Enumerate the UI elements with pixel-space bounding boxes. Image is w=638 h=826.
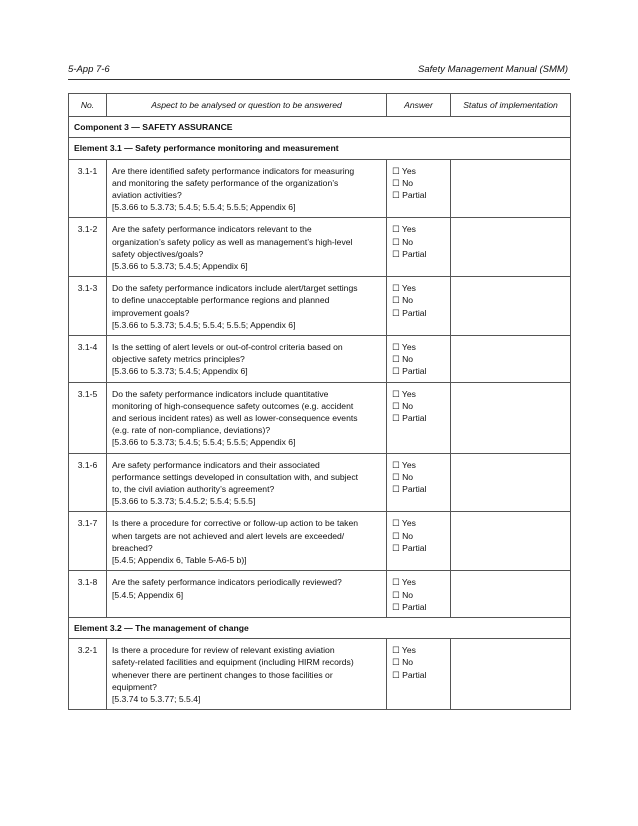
answer-cell xyxy=(387,571,451,618)
answer-cell xyxy=(387,218,451,277)
table-row xyxy=(69,218,571,277)
answer-cell xyxy=(387,639,451,710)
answer-partial-checkbox[interactable]: ☐ Partial xyxy=(392,669,427,680)
question-cell xyxy=(107,453,387,512)
col-header-status: Status of implementation xyxy=(451,94,571,117)
question-cell xyxy=(107,571,387,618)
item-number: 3.1-4 xyxy=(69,336,107,383)
question-line: [5.3.66 to 5.3.73; 5.4.5; Appendix 6] xyxy=(112,261,248,272)
question-line: [5.3.66 to 5.3.73; 5.4.5.2; 5.5.4; 5.5.5] xyxy=(112,496,256,507)
page-number: 5-App 7-6 xyxy=(68,64,110,75)
answer-cell xyxy=(387,336,451,383)
section-row xyxy=(69,117,571,138)
question-cell xyxy=(107,382,387,453)
answer-cell xyxy=(387,382,451,453)
question-cell xyxy=(107,218,387,277)
question-line: Is there a procedure for corrective or follow-up action to be taken xyxy=(112,518,359,529)
table-row xyxy=(69,512,571,571)
answer-yes-checkbox[interactable]: ☐ Yes xyxy=(392,645,416,656)
answer-cell xyxy=(387,512,451,571)
question-line: [5.4.5; Appendix 6] xyxy=(112,589,184,600)
question-line: [5.3.66 to 5.3.73; 5.4.5; 5.5.4; 5.5.5; Appendix 6] xyxy=(112,319,296,330)
item-number: 3.1-5 xyxy=(69,382,107,453)
section-row xyxy=(69,617,571,638)
answer-yes-checkbox[interactable]: ☐ Yes xyxy=(392,459,416,470)
answer-yes-checkbox[interactable]: ☐ Yes xyxy=(392,388,416,399)
question-line: breached? xyxy=(112,542,153,553)
answer-cell xyxy=(387,159,451,218)
question-line: aviation activities? xyxy=(112,190,182,201)
answer-partial-checkbox[interactable]: ☐ Partial xyxy=(392,190,427,201)
question-line: equipment? xyxy=(112,681,157,692)
answer-no-checkbox[interactable]: ☐ No xyxy=(392,589,414,600)
answer-no-checkbox[interactable]: ☐ No xyxy=(392,236,414,247)
question-line: performance settings developed in consultation with, and subject xyxy=(112,471,359,482)
answer-partial-checkbox[interactable]: ☐ Partial xyxy=(392,484,427,495)
answer-partial-checkbox[interactable]: ☐ Partial xyxy=(392,601,427,612)
item-number: 3.1-3 xyxy=(69,277,107,336)
answer-yes-checkbox[interactable]: ☐ Yes xyxy=(392,165,416,176)
question-line: and monitoring the safety performance of the organization’s xyxy=(112,177,339,188)
section-heading: Element 3.1 — Safety performance monitoring and measurement xyxy=(69,138,571,159)
question-line: Are the safety performance indicators relevant to the xyxy=(112,224,312,235)
answer-cell xyxy=(387,453,451,512)
table-row xyxy=(69,453,571,512)
answer-no-checkbox[interactable]: ☐ No xyxy=(392,295,414,306)
table-row xyxy=(69,159,571,218)
question-cell xyxy=(107,336,387,383)
table-row xyxy=(69,639,571,710)
table-header-row xyxy=(69,94,571,117)
question-line: Do the safety performance indicators include alert/target settings xyxy=(112,283,358,294)
question-cell xyxy=(107,277,387,336)
question-line: organization’s safety policy as well as management’s high-level xyxy=(112,236,353,247)
table-body xyxy=(69,117,571,710)
question-cell xyxy=(107,639,387,710)
question-line: Are there identified safety performance indicators for measuring xyxy=(112,165,355,176)
question-cell xyxy=(107,512,387,571)
status-cell[interactable] xyxy=(451,453,571,512)
answer-yes-checkbox[interactable]: ☐ Yes xyxy=(392,342,416,353)
answer-partial-checkbox[interactable]: ☐ Partial xyxy=(392,542,427,553)
col-header-answer: Answer xyxy=(387,94,451,117)
question-line: to, the civil aviation authority’s agreement? xyxy=(112,484,275,495)
question-line: [5.3.66 to 5.3.73; 5.4.5; 5.5.4; 5.5.5; Appendix 6] xyxy=(112,202,296,213)
question-line: Are safety performance indicators and their associated xyxy=(112,459,320,470)
answer-no-checkbox[interactable]: ☐ No xyxy=(392,400,414,411)
question-line: Is the setting of alert levels or out-of-control criteria based on xyxy=(112,342,343,353)
status-cell[interactable] xyxy=(451,336,571,383)
section-heading: Component 3 — SAFETY ASSURANCE xyxy=(69,117,571,138)
item-number: 3.1-1 xyxy=(69,159,107,218)
status-cell[interactable] xyxy=(451,277,571,336)
table-row xyxy=(69,336,571,383)
answer-cell xyxy=(387,277,451,336)
status-cell[interactable] xyxy=(451,639,571,710)
answer-no-checkbox[interactable]: ☐ No xyxy=(392,471,414,482)
question-line: objective safety metrics principles? xyxy=(112,354,245,365)
question-line: safety objectives/goals? xyxy=(112,248,204,259)
question-line: [5.3.66 to 5.3.73; 5.4.5; 5.5.4; 5.5.5; Appendix 6] xyxy=(112,437,296,448)
table-row xyxy=(69,571,571,618)
section-row xyxy=(69,138,571,159)
answer-yes-checkbox[interactable]: ☐ Yes xyxy=(392,283,416,294)
question-line: (e.g. rate of non-compliance, deviations)? xyxy=(112,425,271,436)
question-line: Is there a procedure for review of relevant existing aviation xyxy=(112,645,335,656)
header-rule xyxy=(68,79,570,80)
question-line: Do the safety performance indicators include quantitative xyxy=(112,388,329,399)
question-line: safety-related facilities and equipment (including HIRM records) xyxy=(112,657,354,668)
question-line: [5.4.5; Appendix 6, Table 5-A6-5 b)] xyxy=(112,555,247,566)
question-line: monitoring of high-consequence safety outcomes (e.g. accident xyxy=(112,400,354,411)
table-row xyxy=(69,277,571,336)
section-heading: Element 3.2 — The management of change xyxy=(69,617,571,638)
question-line: improvement goals? xyxy=(112,307,190,318)
status-cell[interactable] xyxy=(451,512,571,571)
answer-partial-checkbox[interactable]: ☐ Partial xyxy=(392,366,427,377)
answer-partial-checkbox[interactable]: ☐ Partial xyxy=(392,307,427,318)
question-line: to define unacceptable performance regions and planned xyxy=(112,295,330,306)
question-line: when targets are not achieved and alert levels are exceeded/ xyxy=(112,530,345,541)
answer-partial-checkbox[interactable]: ☐ Partial xyxy=(392,248,427,259)
item-number: 3.1-2 xyxy=(69,218,107,277)
status-cell[interactable] xyxy=(451,571,571,618)
answer-no-checkbox[interactable]: ☐ No xyxy=(392,354,414,365)
table-row xyxy=(69,382,571,453)
answer-yes-checkbox[interactable]: ☐ Yes xyxy=(392,577,416,588)
answer-no-checkbox[interactable]: ☐ No xyxy=(392,177,414,188)
item-number: 3.1-8 xyxy=(69,571,107,618)
item-number: 3.1-7 xyxy=(69,512,107,571)
answer-yes-checkbox[interactable]: ☐ Yes xyxy=(392,518,416,529)
answer-yes-checkbox[interactable]: ☐ Yes xyxy=(392,224,416,235)
checklist-table xyxy=(68,93,571,710)
answer-no-checkbox[interactable]: ☐ No xyxy=(392,657,414,668)
question-line: [5.3.66 to 5.3.73; 5.4.5; Appendix 6] xyxy=(112,366,248,377)
item-number: 3.1-6 xyxy=(69,453,107,512)
question-line: Are the safety performance indicators periodically reviewed? xyxy=(112,577,342,588)
question-line: and serious incident rates) as well as lower-consequence events xyxy=(112,413,358,424)
answer-no-checkbox[interactable]: ☐ No xyxy=(392,530,414,541)
status-cell[interactable] xyxy=(451,159,571,218)
status-cell[interactable] xyxy=(451,218,571,277)
document-title: Safety Management Manual (SMM) xyxy=(418,64,568,75)
status-cell[interactable] xyxy=(451,382,571,453)
answer-partial-checkbox[interactable]: ☐ Partial xyxy=(392,413,427,424)
item-number: 3.2-1 xyxy=(69,639,107,710)
question-line: whenever there are pertinent changes to those facilities or xyxy=(112,669,333,680)
col-header-aspect: Aspect to be analysed or question to be answered xyxy=(107,94,387,117)
col-header-no: No. xyxy=(69,94,107,117)
question-cell xyxy=(107,159,387,218)
running-header xyxy=(68,64,568,77)
question-line: [5.3.74 to 5.3.77; 5.5.4] xyxy=(112,693,201,704)
